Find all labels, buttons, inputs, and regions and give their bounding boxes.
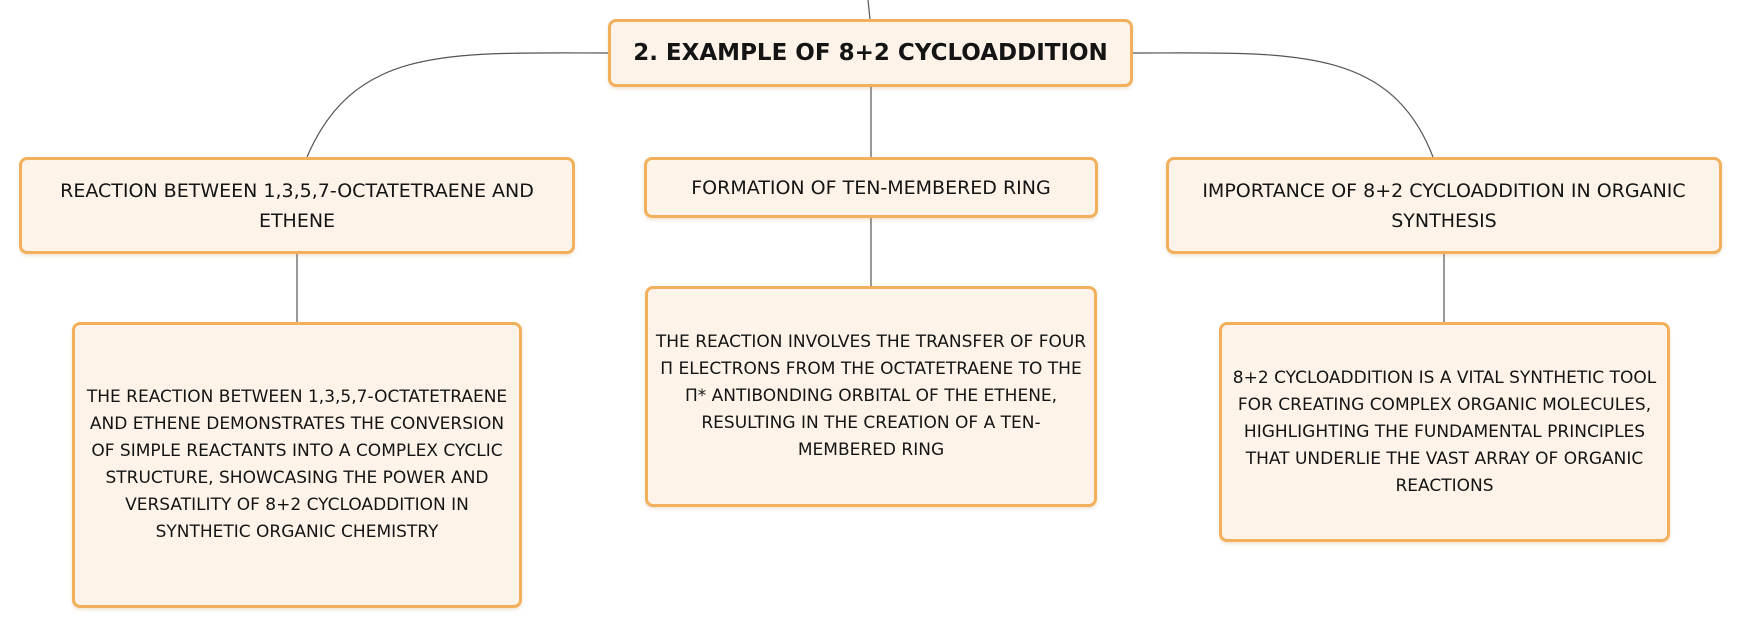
detail-node-text: 8+2 CYCLOADDITION IS A VITAL SYNTHETIC TOOL FOR CREATING COMPLEX ORGANIC MOLECULES, HIGHLIGHTING THE FUNDAMENTAL PRINCIPLES THAT UNDERLIE THE VAST ARRAY OF ORGANIC REACTIONS bbox=[1232, 367, 1657, 496]
root-node[interactable] bbox=[608, 19, 1133, 87]
detail-node-reaction[interactable] bbox=[72, 322, 522, 608]
detail-node-importance[interactable] bbox=[1219, 322, 1670, 542]
connector-root-to-topic-1 bbox=[307, 53, 608, 157]
topic-node-ring-formation[interactable] bbox=[644, 157, 1098, 218]
connector-parent-to-root bbox=[868, 0, 870, 19]
topic-node-importance[interactable] bbox=[1166, 157, 1722, 254]
topic-node-label: FORMATION OF TEN-MEMBERED RING bbox=[691, 176, 1051, 199]
root-node-label: 2. EXAMPLE OF 8+2 CYCLOADDITION bbox=[633, 40, 1108, 66]
topic-node-label: REACTION BETWEEN 1,3,5,7-OCTATETRAENE AND ETHENE bbox=[60, 179, 534, 232]
detail-node-ring-formation[interactable] bbox=[645, 286, 1097, 507]
topic-node-reaction[interactable] bbox=[19, 157, 575, 254]
detail-node-text: THE REACTION INVOLVES THE TRANSFER OF FOUR Π ELECTRONS FROM THE OCTATETRAENE TO THE Π* ANTIBONDING ORBITAL OF THE ETHENE, RESULTING IN THE CREATION OF A TEN-MEMBERED RING bbox=[655, 332, 1087, 460]
detail-node-text: THE REACTION BETWEEN 1,3,5,7-OCTATETRAENE AND ETHENE DEMONSTRATES THE CONVERSION OF SIMPLE REACTANTS INTO A COMPLEX CYCLIC STRUCTURE, SHOWCASING THE POWER AND VERSATILITY OF 8+2 CYCLOADDITION IN SYNTHETIC ORGANIC CHEMISTRY bbox=[86, 387, 508, 542]
topic-node-label: IMPORTANCE OF 8+2 CYCLOADDITION IN ORGANIC SYNTHESIS bbox=[1202, 179, 1686, 232]
connector-root-to-topic-3 bbox=[1133, 53, 1433, 157]
